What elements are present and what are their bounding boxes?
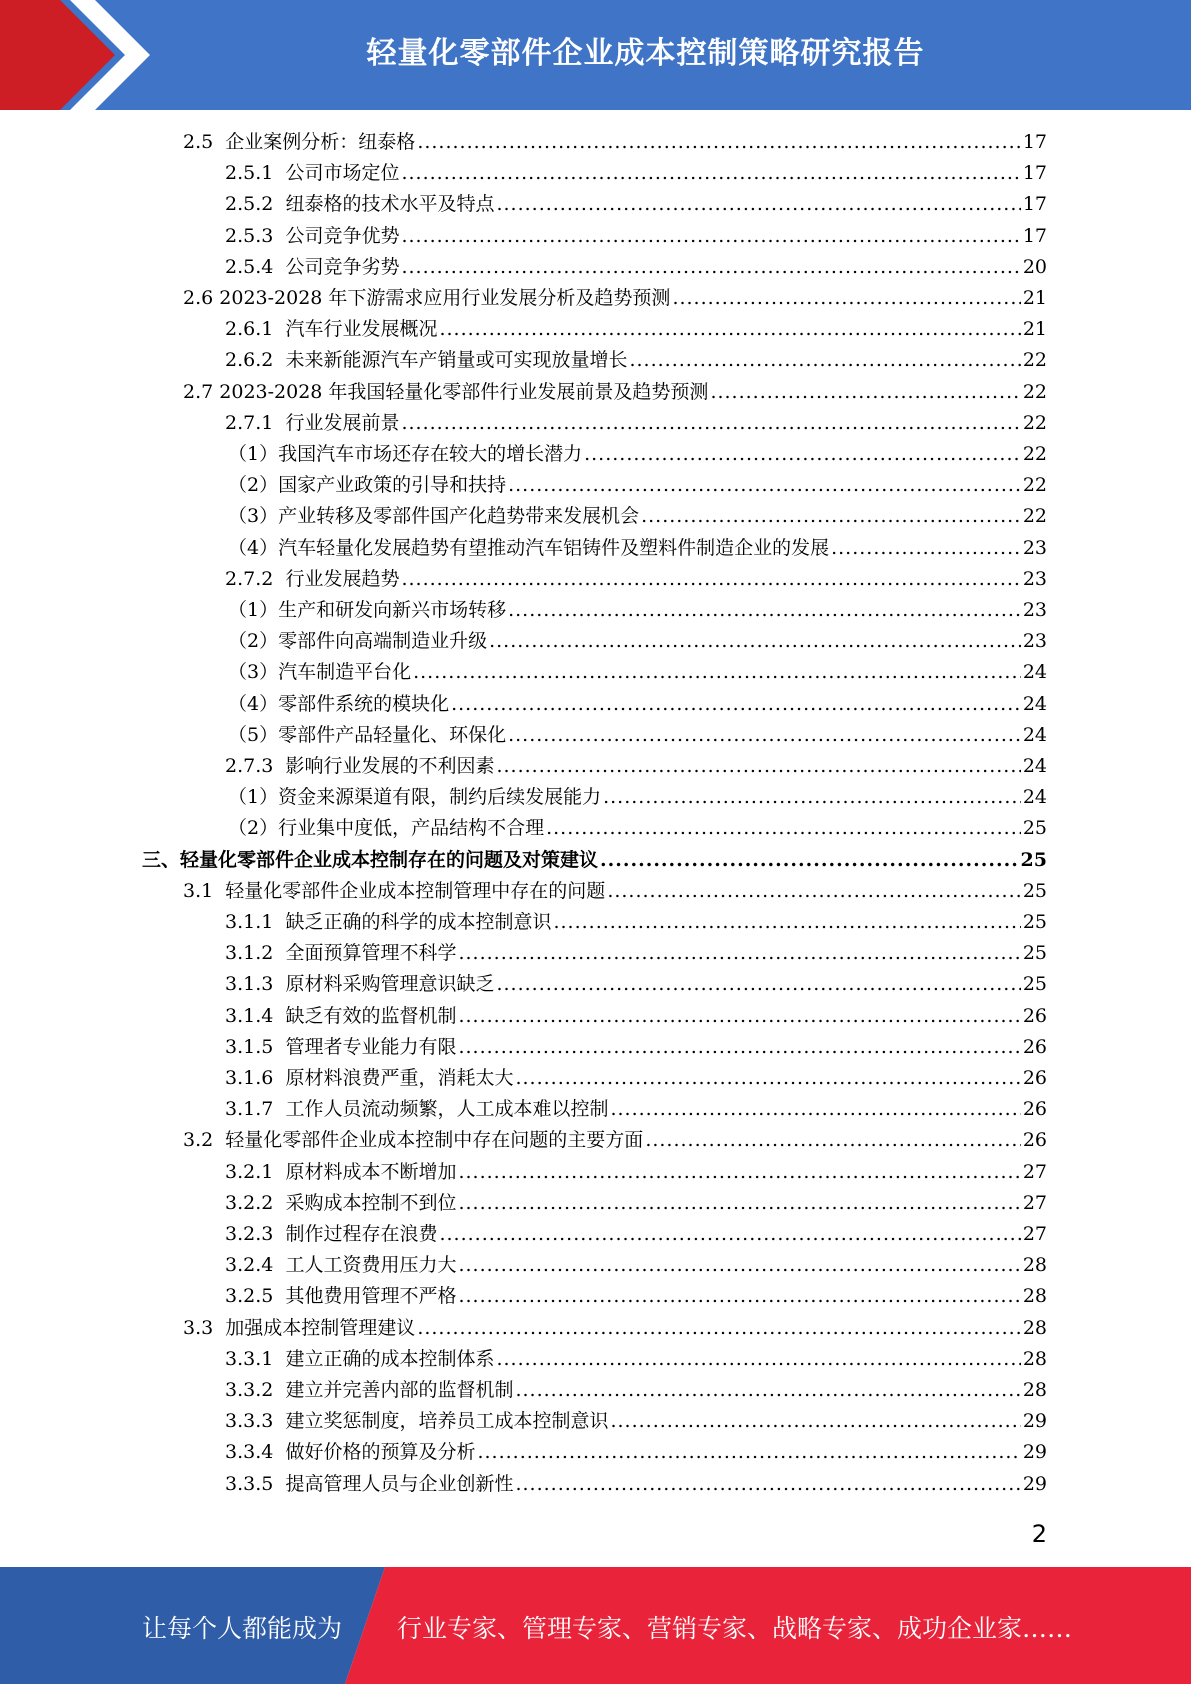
toc-leader-dots xyxy=(645,1125,1021,1155)
toc-entry[interactable] xyxy=(228,439,1047,469)
toc-entry-number: 2.7.2 xyxy=(225,567,286,590)
toc-entry-page: 17 xyxy=(1022,224,1047,247)
toc-entry[interactable] xyxy=(228,689,1047,719)
toc-leader-dots xyxy=(489,626,1021,656)
toc-leader-dots xyxy=(458,1032,1020,1062)
toc-entry-page: 28 xyxy=(1022,1347,1047,1370)
toc-leader-dots xyxy=(710,377,1020,407)
toc-entry-page: 28 xyxy=(1022,1254,1047,1277)
toc-entry-page: 26 xyxy=(1022,1035,1047,1058)
toc-leader-dots xyxy=(458,1188,1020,1218)
toc-entry-title: 缺乏有效的监督机制 xyxy=(285,1004,457,1027)
toc-entry-page: 26 xyxy=(1022,1129,1047,1152)
toc-leader-dots xyxy=(610,1406,1020,1436)
toc-entry-page: 26 xyxy=(1022,1067,1047,1089)
toc-entry-page: 22 xyxy=(1022,411,1047,434)
toc-entry-title: 制作过程存在浪费 xyxy=(285,1223,438,1245)
toc-entry-number: 2.5.2 xyxy=(225,193,286,216)
toc-entry-page: 24 xyxy=(1022,786,1047,809)
toc-entry[interactable] xyxy=(225,1406,1047,1436)
toc-entry-title: 其他费用管理不严格 xyxy=(285,1285,457,1308)
toc-leader-dots xyxy=(508,720,1021,750)
toc-leader-dots xyxy=(672,283,1020,313)
toc-leader-dots xyxy=(603,782,1021,812)
toc-entry[interactable] xyxy=(225,907,1047,937)
toc-entry-page: 17 xyxy=(1022,162,1047,185)
toc-entry[interactable] xyxy=(228,813,1047,843)
page-number: 2 xyxy=(1031,1520,1047,1548)
toc-entry-number: 2.5.1 xyxy=(225,162,286,185)
toc-entry-page: 23 xyxy=(1022,599,1047,621)
toc-leader-dots xyxy=(417,1313,1021,1343)
toc-entry-page: 25 xyxy=(1022,942,1047,965)
toc-entry-page: 24 xyxy=(1022,755,1047,777)
toc-leader-dots xyxy=(439,1219,1020,1249)
toc-entry-title: 工人工资费用压力大 xyxy=(285,1254,457,1277)
toc-entry[interactable] xyxy=(225,1437,1047,1467)
toc-entry[interactable] xyxy=(225,1001,1047,1031)
toc-entry-title: 行业发展前景 xyxy=(285,411,400,434)
toc-entry[interactable] xyxy=(225,751,1047,781)
toc-leader-dots xyxy=(508,470,1021,500)
toc-entry-title: 管理者专业能力有限 xyxy=(285,1035,457,1058)
toc-entry-title: 缺乏正确的科学的成本控制意识 xyxy=(285,911,552,933)
toc-entry-title: 公司市场定位 xyxy=(285,162,400,185)
toc-entry-page: 27 xyxy=(1022,1223,1047,1245)
toc-entry-page: 22 xyxy=(1022,474,1047,497)
toc-entry-page: 21 xyxy=(1022,287,1047,309)
toc-entry-number: 2.7.3 xyxy=(225,755,286,777)
page-header xyxy=(0,0,1191,110)
toc-entry-title: （1）资金来源渠道有限，制约后续发展能力 xyxy=(228,786,602,809)
toc-entry-page: 24 xyxy=(1022,661,1047,684)
toc-entry-number: 3.1.6 xyxy=(225,1067,286,1089)
toc-entry[interactable] xyxy=(225,1032,1047,1062)
toc-entry-page: 27 xyxy=(1022,1191,1047,1214)
toc-entry-title: （1）我国汽车市场还存在较大的增长潜力 xyxy=(228,443,583,465)
toc-entry-page: 25 xyxy=(1022,973,1047,996)
toc-entry-title: 全面预算管理不科学 xyxy=(285,942,457,965)
toc-entry-title: 工作人员流动频繁，人工成本难以控制 xyxy=(285,1098,609,1121)
toc-entry-page: 22 xyxy=(1022,505,1047,528)
toc-entry-title: （5）零部件产品轻量化、环保化 xyxy=(228,723,507,746)
toc-entry-page: 22 xyxy=(1022,380,1047,403)
toc-entry-number: 2.6 xyxy=(183,287,220,309)
toc-entry-title: 行业发展趋势 xyxy=(285,567,400,590)
toc-entry[interactable] xyxy=(225,1250,1047,1280)
toc-entry[interactable] xyxy=(225,1219,1047,1249)
toc-entry[interactable] xyxy=(225,189,1047,219)
toc-entry-page: 29 xyxy=(1022,1441,1047,1464)
toc-entry[interactable] xyxy=(225,252,1047,282)
toc-leader-dots xyxy=(401,408,1020,438)
toc-entry[interactable] xyxy=(183,283,1047,313)
toc-entry-number: 3.3 xyxy=(183,1316,226,1339)
toc-entry-title: 轻量化零部件企业成本控制管理中存在的问题 xyxy=(225,879,606,902)
toc-entry-title: 建立并完善内部的监督机制 xyxy=(285,1379,514,1401)
toc-entry-page: 25 xyxy=(1022,879,1047,902)
toc-leader-dots xyxy=(439,314,1020,344)
toc-entry-page: 17 xyxy=(1022,131,1047,153)
toc-entry-page: 29 xyxy=(1022,1410,1047,1433)
toc-leader-dots xyxy=(496,189,1020,219)
toc-entry-title: 加强成本控制管理建议 xyxy=(225,1316,416,1339)
toc-entry-number: 3.1 xyxy=(183,879,226,902)
toc-leader-dots xyxy=(641,501,1021,531)
toc-entry-title: 采购成本控制不到位 xyxy=(285,1191,457,1214)
toc-entry-title: 企业案例分析：纽泰格 xyxy=(225,131,416,153)
toc-entry-page: 24 xyxy=(1022,723,1047,746)
toc-entry-title: 汽车行业发展概况 xyxy=(285,318,438,341)
footer-slogan-right: 行业专家、管理专家、营销专家、战略专家、成功企业家…… xyxy=(397,1614,1073,1643)
toc-entry[interactable] xyxy=(225,408,1047,438)
toc-entry[interactable] xyxy=(225,1344,1047,1374)
toc-entry-title: 原材料成本不断增加 xyxy=(285,1160,457,1183)
toc-entry-title: 建立奖惩制度，培养员工成本控制意识 xyxy=(285,1410,609,1433)
toc-entry-number: 2.5 xyxy=(183,131,226,153)
toc-entry-page: 23 xyxy=(1022,630,1047,653)
toc-entry-title: 轻量化零部件企业成本控制中存在问题的主要方面 xyxy=(225,1129,644,1152)
toc-entry[interactable] xyxy=(183,1313,1047,1343)
toc-leader-dots xyxy=(515,1375,1020,1405)
toc-entry-title: 三、轻量化零部件企业成本控制存在的问题及对策建议 xyxy=(142,848,599,871)
toc-entry[interactable] xyxy=(225,1063,1047,1093)
toc-entry-title: （4）零部件系统的模块化 xyxy=(228,692,450,715)
document-title: 轻量化零部件企业成本控制策略研究报告 xyxy=(366,36,925,71)
toc-leader-dots xyxy=(515,1063,1020,1093)
toc-entry[interactable] xyxy=(228,720,1047,750)
toc-entry[interactable] xyxy=(142,845,1047,875)
toc-entry-number: 3.1.2 xyxy=(225,942,286,965)
toc-leader-dots xyxy=(831,533,1021,563)
toc-entry[interactable] xyxy=(225,1469,1047,1499)
toc-entry-page: 17 xyxy=(1022,193,1047,216)
toc-entry-page: 28 xyxy=(1022,1379,1047,1401)
toc-entry[interactable] xyxy=(228,533,1047,563)
toc-entry-number: 3.2.2 xyxy=(225,1191,286,1214)
toc-entry-title: （3）产业转移及零部件国产化趋势带来发展机会 xyxy=(228,505,640,528)
toc-entry-number: 3.2 xyxy=(183,1129,226,1152)
toc-leader-dots xyxy=(508,595,1021,625)
toc-entry-page: 25 xyxy=(1020,848,1047,871)
toc-entry-title: 影响行业发展的不利因素 xyxy=(285,755,495,777)
toc-entry-number: 3.2.3 xyxy=(225,1223,286,1245)
toc-entry-page: 23 xyxy=(1022,567,1047,590)
toc-entry-number: 3.3.1 xyxy=(225,1347,286,1370)
toc-entry-number: 2.6.2 xyxy=(225,349,286,372)
toc-entry[interactable] xyxy=(225,345,1047,375)
toc-entry[interactable] xyxy=(225,564,1047,594)
toc-leader-dots xyxy=(417,127,1021,157)
toc-entry-number: 3.1.1 xyxy=(225,911,286,933)
toc-entry-page: 28 xyxy=(1022,1316,1047,1339)
toc-leader-dots xyxy=(477,1437,1020,1467)
toc-entry-page: 26 xyxy=(1022,1098,1047,1121)
toc-entry-title: 原材料采购管理意识缺乏 xyxy=(285,973,495,996)
toc-entry-number: 2.6.1 xyxy=(225,318,286,341)
toc-leader-dots xyxy=(600,845,1019,875)
toc-entry-number: 3.2.5 xyxy=(225,1285,286,1308)
toc-entry-number: 2.5.4 xyxy=(225,255,286,278)
toc-leader-dots xyxy=(451,689,1021,719)
toc-entry[interactable] xyxy=(228,657,1047,687)
toc-entry-number: 3.1.7 xyxy=(225,1098,286,1121)
toc-leader-dots xyxy=(496,969,1020,999)
toc-entry[interactable] xyxy=(225,158,1047,188)
toc-entry[interactable] xyxy=(225,1188,1047,1218)
toc-entry-page: 25 xyxy=(1022,911,1047,933)
toc-entry[interactable] xyxy=(183,377,1047,407)
toc-entry-title: （4）汽车轻量化发展趋势有望推动汽车铝铸件及塑料件制造企业的发展 xyxy=(228,536,830,559)
toc-entry[interactable] xyxy=(225,938,1047,968)
toc-leader-dots xyxy=(458,1157,1020,1187)
toc-entry-page: 25 xyxy=(1022,817,1047,840)
toc-leader-dots xyxy=(458,938,1020,968)
toc-entry-page: 24 xyxy=(1022,692,1047,715)
toc-leader-dots xyxy=(610,1094,1020,1124)
toc-entry[interactable] xyxy=(228,782,1047,812)
toc-entry-title: 纽泰格的技术水平及特点 xyxy=(285,193,495,216)
toc-leader-dots xyxy=(401,564,1020,594)
toc-entry[interactable] xyxy=(225,969,1047,999)
toc-leader-dots xyxy=(496,1344,1020,1374)
toc-entry-title: 提高管理人员与企业创新性 xyxy=(285,1472,514,1495)
toc-entry-title: （1）生产和研发向新兴市场转移 xyxy=(228,599,507,621)
toc-entry-number: 3.1.3 xyxy=(225,973,286,996)
toc-entry-title: 2023-2028 年下游需求应用行业发展分析及趋势预测 xyxy=(219,287,671,309)
toc-entry[interactable] xyxy=(228,470,1047,500)
toc-entry-title: 原材料浪费严重，消耗太大 xyxy=(285,1067,514,1089)
toc-entry-number: 2.5.3 xyxy=(225,224,286,247)
toc-entry-title: 公司竞争优势 xyxy=(285,224,400,247)
toc-entry[interactable] xyxy=(228,626,1047,656)
toc-leader-dots xyxy=(401,221,1020,251)
toc-leader-dots xyxy=(515,1469,1020,1499)
toc-entry[interactable] xyxy=(228,595,1047,625)
toc-entry-number: 2.7 xyxy=(183,380,220,403)
toc-entry[interactable] xyxy=(225,1375,1047,1405)
toc-leader-dots xyxy=(496,751,1020,781)
toc-entry-title: （2）行业集中度低，产品结构不合理 xyxy=(228,817,545,840)
footer-slogan-left: 让每个人都能成为 xyxy=(142,1614,343,1643)
toc-entry[interactable] xyxy=(225,221,1047,251)
toc-entry-page: 23 xyxy=(1022,536,1047,559)
toc-entry-title: 做好价格的预算及分析 xyxy=(285,1441,476,1464)
toc-entry[interactable] xyxy=(183,1125,1047,1155)
toc-leader-dots xyxy=(401,252,1020,282)
toc-leader-dots xyxy=(458,1281,1020,1311)
toc-entry[interactable] xyxy=(183,876,1047,906)
toc-entry-page: 26 xyxy=(1022,1004,1047,1027)
toc-entry[interactable] xyxy=(225,1094,1047,1124)
toc-entry-title: 2023-2028 年我国轻量化零部件行业发展前景及趋势预测 xyxy=(219,380,709,403)
toc-entry-number: 3.1.5 xyxy=(225,1035,286,1058)
toc-entry-title: （2）零部件向高端制造业升级 xyxy=(228,630,488,653)
toc-entry[interactable] xyxy=(228,501,1047,531)
toc-entry-number: 3.3.2 xyxy=(225,1379,286,1401)
toc-entry-page: 22 xyxy=(1022,349,1047,372)
toc-entry[interactable] xyxy=(225,1281,1047,1311)
toc-leader-dots xyxy=(458,1250,1020,1280)
toc-entry-number: 3.3.4 xyxy=(225,1441,286,1464)
toc-entry-page: 27 xyxy=(1022,1160,1047,1183)
toc-entry-number: 3.3.5 xyxy=(225,1472,286,1495)
toc-leader-dots xyxy=(546,813,1021,843)
toc-entry[interactable] xyxy=(225,314,1047,344)
toc-entry-title: （2）国家产业政策的引导和扶持 xyxy=(228,474,507,497)
toc-entry[interactable] xyxy=(225,1157,1047,1187)
toc-leader-dots xyxy=(607,876,1021,906)
toc-entry-page: 22 xyxy=(1022,443,1047,465)
toc-entry-page: 20 xyxy=(1022,255,1047,278)
toc-entry-title: 建立正确的成本控制体系 xyxy=(285,1347,495,1370)
toc-entry-page: 29 xyxy=(1022,1472,1047,1495)
toc-entry-title: 未来新能源汽车产销量或可实现放量增长 xyxy=(285,349,628,372)
toc-entry-number: 2.7.1 xyxy=(225,411,286,434)
toc-leader-dots xyxy=(413,657,1021,687)
toc-entry-page: 28 xyxy=(1022,1285,1047,1308)
toc-entry[interactable] xyxy=(183,127,1047,157)
toc-entry-title: （3）汽车制造平台化 xyxy=(228,661,412,684)
page-footer xyxy=(0,1567,1191,1684)
toc-entry-number: 3.1.4 xyxy=(225,1004,286,1027)
toc-leader-dots xyxy=(553,907,1020,937)
toc-entry-number: 3.2.1 xyxy=(225,1160,286,1183)
toc-entry-title: 公司竞争劣势 xyxy=(285,255,400,278)
toc-leader-dots xyxy=(458,1001,1020,1031)
toc-entry-number: 3.3.3 xyxy=(225,1410,286,1433)
toc-entry-number: 3.2.4 xyxy=(225,1254,286,1277)
toc-leader-dots xyxy=(401,158,1020,188)
toc-leader-dots xyxy=(584,439,1021,469)
toc-entry-page: 21 xyxy=(1022,318,1047,341)
toc-leader-dots xyxy=(629,345,1020,375)
